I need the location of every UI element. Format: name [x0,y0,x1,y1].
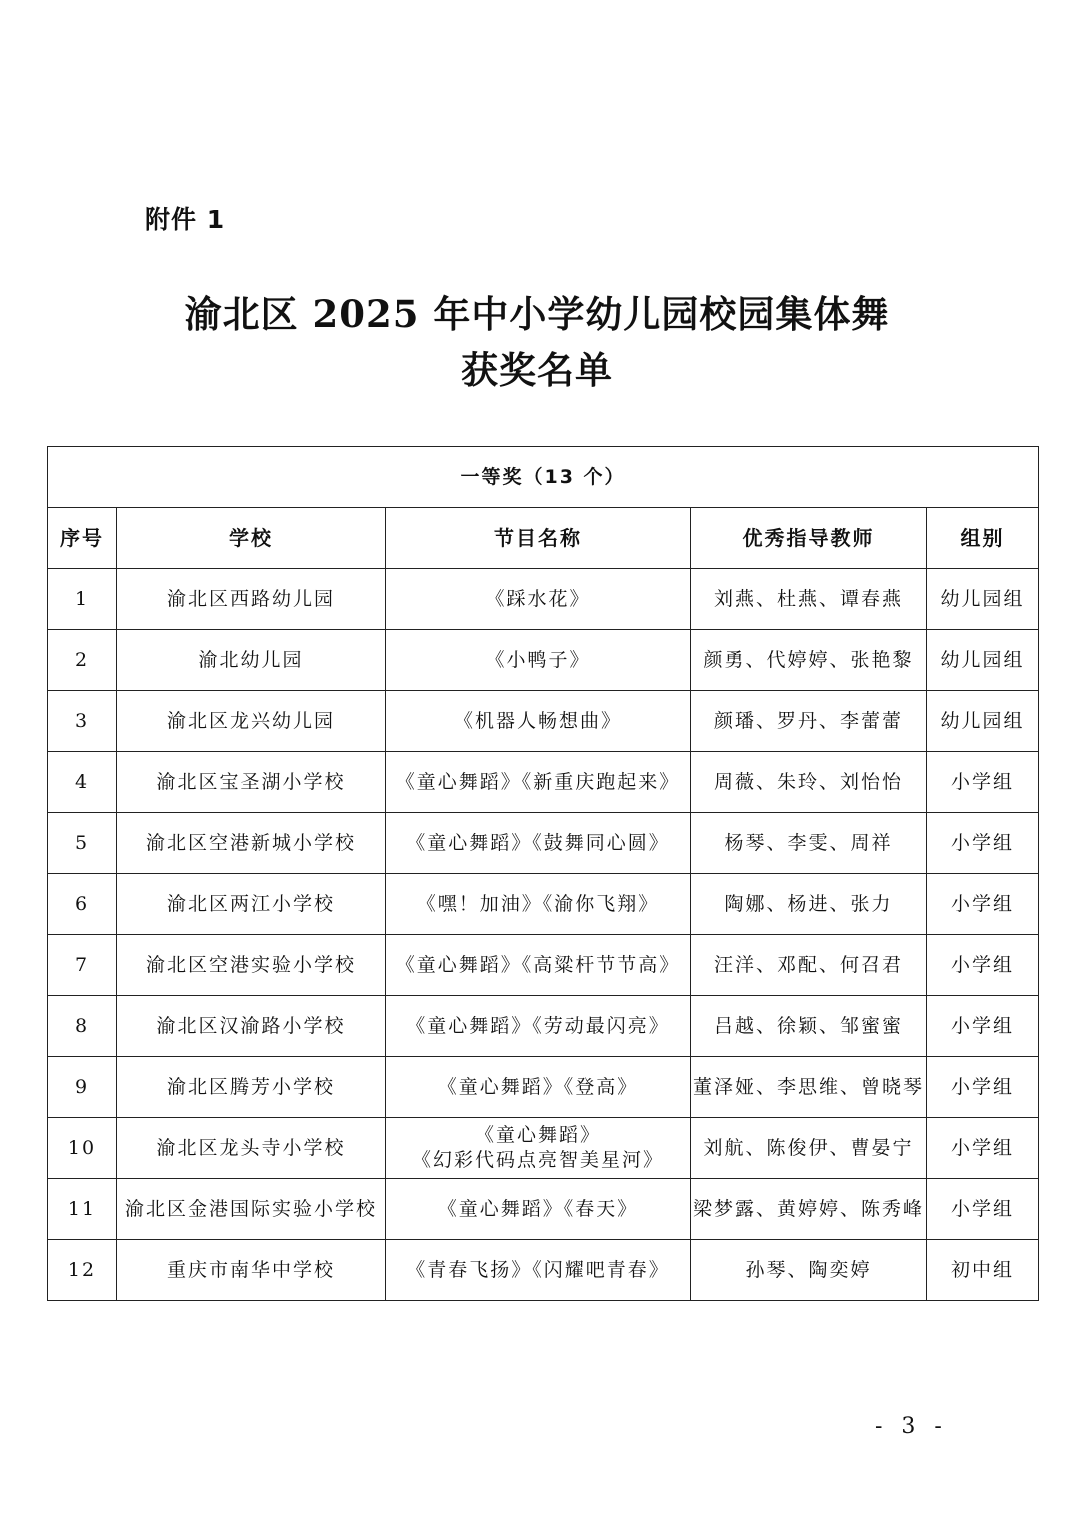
program-line: 《童心舞蹈》《劳动最闪亮》 [406,1014,670,1037]
cell-school: 渝北区西路幼儿园 [117,569,386,630]
cell-program [386,1240,691,1301]
table-row [48,630,1039,691]
header-program: 节目名称 [386,508,691,569]
table-row [48,1179,1039,1240]
cell-school: 渝北区空港实验小学校 [117,935,386,996]
cell-program [386,691,691,752]
cell-group: 小学组 [927,1118,1039,1179]
cell-teachers: 刘燕、杜燕、谭春燕 [691,569,927,630]
program-line: 《幻彩代码点亮智美星河》 [411,1149,664,1171]
program-line: 《青春飞扬》《闪耀吧青春》 [406,1258,670,1281]
table-row [48,1057,1039,1118]
cell-teachers: 杨琴、李雯、周祥 [691,813,927,874]
program-line: 《嘿！加油》《渝你飞翔》 [416,892,660,915]
cell-school: 渝北区龙兴幼儿园 [117,691,386,752]
table-row [48,874,1039,935]
cell-program [386,752,691,813]
cell-school: 重庆市南华中学校 [117,1240,386,1301]
cell-teachers: 董泽娅、李思维、曾晓琴 [691,1057,927,1118]
program-line: 《童心舞蹈》 [474,1124,601,1146]
cell-program [386,1118,691,1179]
cell-teachers: 吕越、徐颖、邹蜜蜜 [691,996,927,1057]
cell-program [386,630,691,691]
cell-no: 6 [48,874,117,935]
cell-no: 5 [48,813,117,874]
cell-teachers: 周薇、朱玲、刘怡怡 [691,752,927,813]
cell-group: 小学组 [927,1057,1039,1118]
program-line: 《机器人畅想曲》 [453,709,622,732]
cell-school: 渝北区龙头寺小学校 [117,1118,386,1179]
title-line-2: 获奖名单 [461,348,613,392]
cell-group: 初中组 [927,1240,1039,1301]
cell-no: 4 [48,752,117,813]
table-row [48,1240,1039,1301]
program-line: 《小鸭子》 [485,648,591,671]
cell-teachers: 颜勇、代婷婷、张艳黎 [691,630,927,691]
awards-table [47,446,1039,1301]
table-row [48,996,1039,1057]
header-row [48,508,1039,569]
program-line: 《童心舞蹈》《鼓舞同心圆》 [406,831,670,854]
program-line: 《童心舞蹈》《春天》 [437,1197,639,1220]
section-title-row [48,447,1039,508]
cell-teachers: 陶娜、杨进、张力 [691,874,927,935]
header-school: 学校 [117,508,386,569]
header-no: 序号 [48,508,117,569]
cell-program [386,569,691,630]
cell-group: 小学组 [927,935,1039,996]
program-line: 《童心舞蹈》《登高》 [437,1075,639,1098]
cell-program [386,1179,691,1240]
table-row [48,1118,1039,1179]
table-row [48,752,1039,813]
cell-school: 渝北幼儿园 [117,630,386,691]
cell-no: 8 [48,996,117,1057]
table-row [48,691,1039,752]
cell-school: 渝北区宝圣湖小学校 [117,752,386,813]
document-title [0,286,1074,398]
cell-teachers: 梁梦露、黄婷婷、陈秀峰 [691,1179,927,1240]
table-row [48,935,1039,996]
cell-no: 3 [48,691,117,752]
program-line: 《踩水花》 [485,587,591,610]
program-line: 《童心舞蹈》《新重庆跑起来》 [395,770,681,793]
cell-group: 小学组 [927,874,1039,935]
cell-group: 幼儿园组 [927,569,1039,630]
cell-program [386,813,691,874]
cell-teachers: 孙琴、陶奕婷 [691,1240,927,1301]
cell-no: 9 [48,1057,117,1118]
cell-program [386,996,691,1057]
cell-program [386,1057,691,1118]
cell-school: 渝北区空港新城小学校 [117,813,386,874]
cell-group: 小学组 [927,752,1039,813]
cell-teachers: 颜璠、罗丹、李蕾蕾 [691,691,927,752]
attachment-label: 附件 1 [145,205,226,234]
cell-school: 渝北区金港国际实验小学校 [117,1179,386,1240]
cell-no: 11 [48,1179,117,1240]
cell-group: 幼儿园组 [927,691,1039,752]
cell-group: 幼儿园组 [927,630,1039,691]
cell-school: 渝北区汉渝路小学校 [117,996,386,1057]
cell-no: 2 [48,630,117,691]
cell-school: 渝北区腾芳小学校 [117,1057,386,1118]
cell-program [386,874,691,935]
cell-no: 1 [48,569,117,630]
program-line: 《童心舞蹈》《高粱杆节节高》 [395,953,681,976]
section-title: 一等奖（13 个） [48,447,1039,508]
cell-program [386,935,691,996]
cell-group: 小学组 [927,813,1039,874]
cell-no: 7 [48,935,117,996]
table-row [48,569,1039,630]
page-number: - 3 - [875,1414,948,1439]
header-group: 组别 [927,508,1039,569]
title-line-1: 渝北区 2025 年中小学幼儿园校园集体舞 [184,292,890,336]
cell-no: 10 [48,1118,117,1179]
cell-teachers: 汪洋、邓配、何召君 [691,935,927,996]
cell-group: 小学组 [927,1179,1039,1240]
cell-school: 渝北区两江小学校 [117,874,386,935]
cell-teachers: 刘航、陈俊伊、曹晏宁 [691,1118,927,1179]
cell-group: 小学组 [927,996,1039,1057]
header-teachers: 优秀指导教师 [691,508,927,569]
cell-no: 12 [48,1240,117,1301]
table-row [48,813,1039,874]
